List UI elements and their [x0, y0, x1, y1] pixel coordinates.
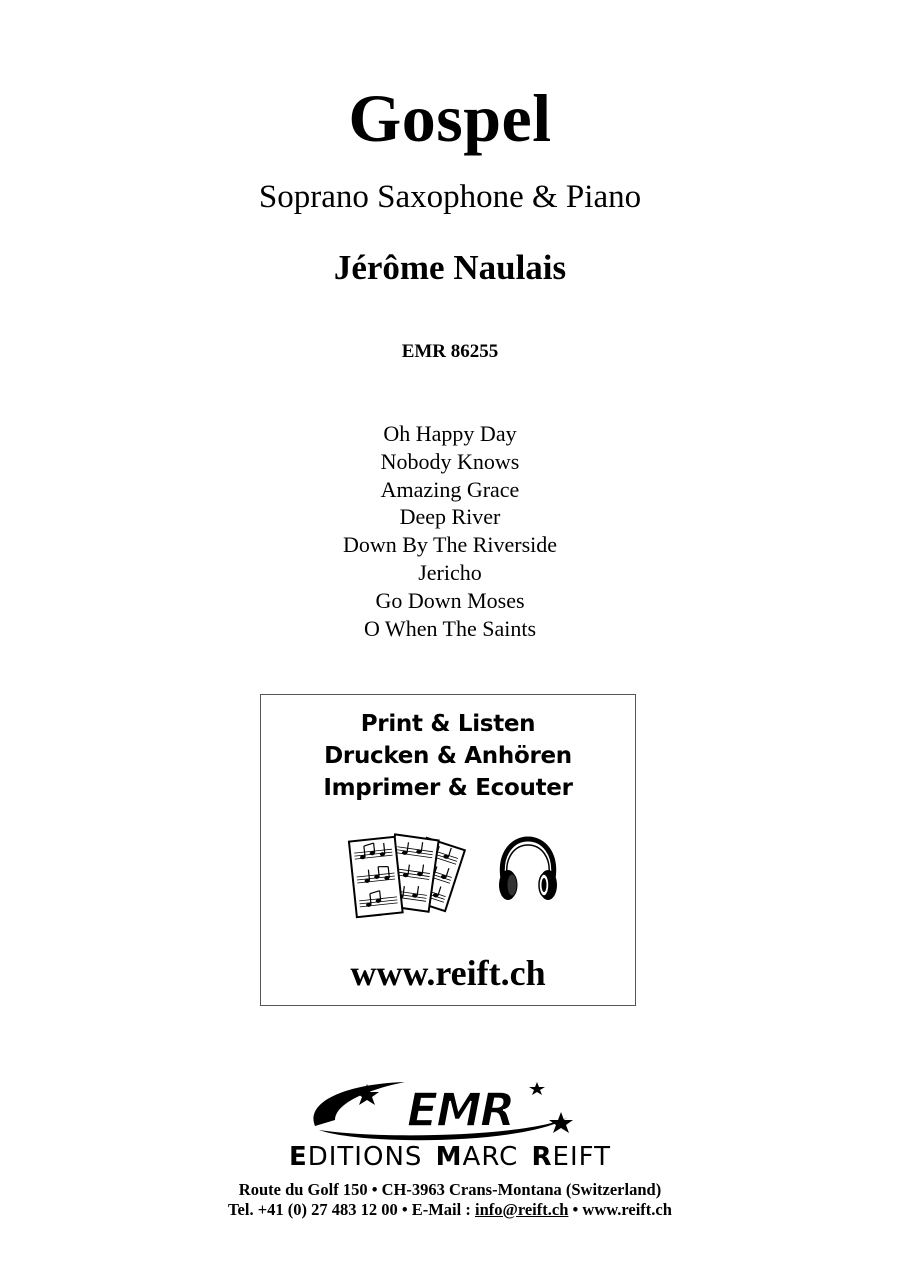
publisher-contact	[0, 1200, 900, 1220]
emr-logo	[305, 1074, 595, 1144]
title: Gospel	[348, 80, 552, 156]
email-link[interactable]: info@reift.ch	[474, 1200, 569, 1219]
publisher-address: Route du Golf 150 • CH-3963 Crans-Montana (Switzerland)	[238, 1180, 662, 1199]
list-item: Amazing Grace	[380, 476, 520, 502]
instrumentation: Soprano Saxophone & Piano	[258, 179, 642, 215]
list-item: Go Down Moses	[375, 587, 525, 613]
list-item: Jericho	[418, 559, 482, 585]
sheet-music-icon	[341, 829, 469, 929]
contact-website: • www.reift.ch	[568, 1200, 672, 1219]
publisher-name-r: R	[531, 1142, 553, 1172]
promo-line-german: Drucken & Anhören	[324, 743, 572, 769]
emr-logo-text: EMR	[406, 1083, 514, 1137]
catalog-number: EMR 86255	[401, 341, 499, 362]
publisher-name-m: M	[435, 1142, 463, 1172]
headphones-icon	[495, 835, 561, 907]
promo-line-english: Print & Listen	[360, 711, 536, 737]
list-item: Down By The Riverside	[342, 532, 558, 558]
list-item: O When The Saints	[363, 615, 537, 641]
composer: Jérôme Naulais	[333, 248, 567, 287]
promo-line-french: Imprimer & Ecouter	[323, 775, 573, 801]
publisher-name-ditions: DITIONS	[307, 1142, 423, 1172]
publisher-name-arc: ARC	[462, 1142, 519, 1172]
print-listen-box	[260, 694, 636, 1006]
list-item: Deep River	[399, 504, 501, 530]
contents-list	[0, 420, 900, 642]
promo-website[interactable]: www.reift.ch	[350, 953, 546, 993]
contact-phone: Tel. +41 (0) 27 483 12 00 • E-Mail :	[228, 1200, 475, 1219]
list-item: Nobody Knows	[380, 448, 520, 474]
publisher-name-eift: EIFT	[552, 1142, 612, 1172]
publisher-name-e: E	[288, 1142, 308, 1172]
list-item: Oh Happy Day	[383, 421, 517, 446]
publisher-name	[0, 1142, 900, 1172]
